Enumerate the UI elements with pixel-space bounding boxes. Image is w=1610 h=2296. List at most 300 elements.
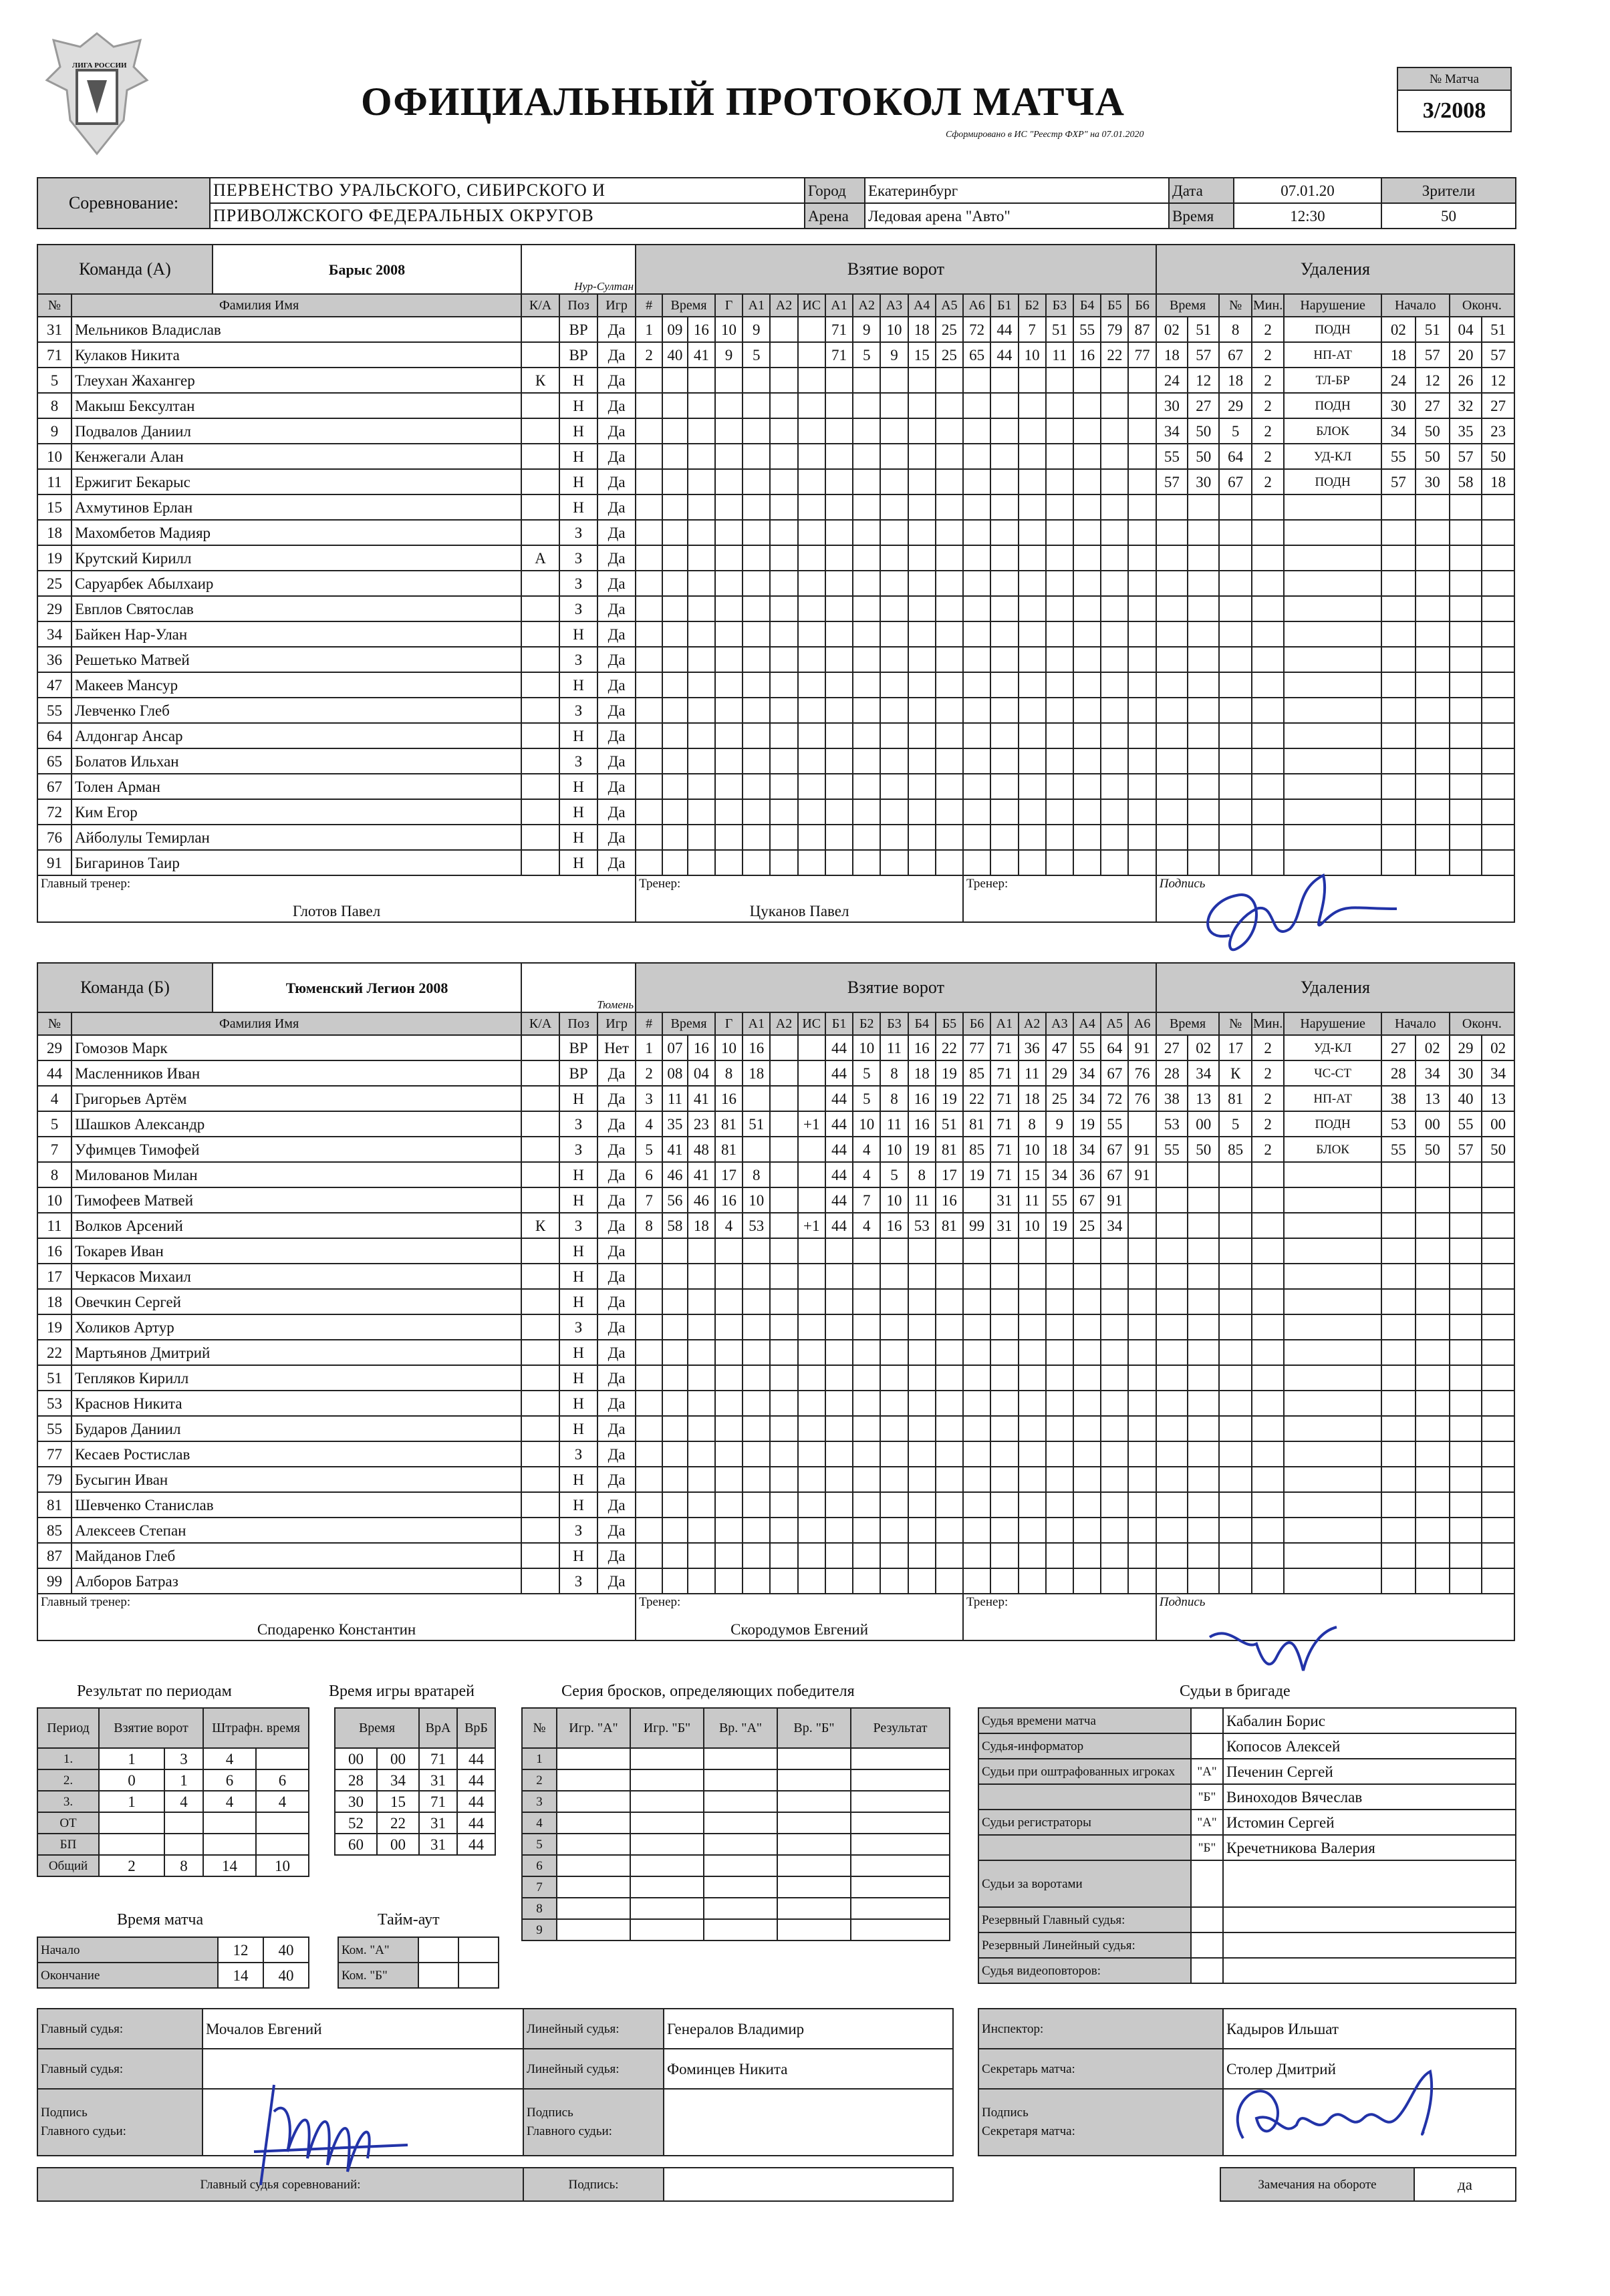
goal-cell	[853, 1340, 880, 1365]
goal-cell	[1019, 1543, 1046, 1568]
penalty-cell	[1284, 799, 1381, 825]
goal-cell: 16	[908, 1035, 936, 1060]
goal-cell	[1046, 672, 1073, 698]
goal-cell	[990, 1289, 1018, 1314]
player-position: Н	[559, 444, 597, 469]
player-played: Да	[597, 825, 636, 850]
goal-cell: 31	[990, 1187, 1018, 1213]
player-played: Да	[597, 1060, 636, 1086]
goal-cell	[743, 494, 770, 520]
referee-role	[978, 1784, 1191, 1810]
penalty-cell: 13	[1482, 1086, 1514, 1111]
player-number: 15	[37, 494, 72, 520]
trainer2-label: Тренер:	[966, 877, 1009, 891]
goal-cell	[770, 1314, 797, 1340]
goal-cell	[880, 698, 908, 723]
team-label: Команда (Б)	[80, 978, 170, 997]
player-captain	[521, 621, 559, 647]
goal-cell	[715, 748, 743, 774]
goal-cell	[1019, 672, 1046, 698]
player-played: Да	[597, 1213, 636, 1238]
goal-cell	[743, 1340, 770, 1365]
goal-cell	[1073, 621, 1101, 647]
penalty-cell	[1450, 621, 1482, 647]
shootout-cell	[777, 1898, 851, 1919]
player-played: Да	[597, 1416, 636, 1441]
penalty-cell	[1188, 698, 1219, 723]
shootout-row	[522, 1769, 950, 1791]
player-row	[37, 1543, 1514, 1568]
penalty-cell	[1188, 825, 1219, 850]
goal-cell	[1019, 596, 1046, 621]
teamA-coach-cell	[37, 875, 636, 922]
penalty-cell: 50	[1482, 444, 1514, 469]
penalty-cell	[1416, 774, 1450, 799]
penalty-cell	[1482, 1365, 1514, 1391]
period-cell: Общий	[37, 1855, 99, 1876]
shootout-header: Вр. "А"	[704, 1708, 777, 1748]
goal-cell	[825, 520, 853, 545]
head-coach-label: Главный тренер:	[41, 877, 131, 891]
teamA-h-onice: А1	[825, 294, 853, 317]
penalty-cell	[1188, 571, 1219, 596]
penalty-cell	[1482, 723, 1514, 748]
goal-cell	[743, 774, 770, 799]
goal-cell	[853, 1492, 880, 1518]
penalty-cell	[1381, 1340, 1416, 1365]
goal-cell	[853, 1264, 880, 1289]
shootout-num: 1	[522, 1748, 557, 1769]
penalty-cell	[1450, 494, 1482, 520]
penalty-cell	[1482, 520, 1514, 545]
player-row	[37, 1391, 1514, 1416]
player-number: 18	[37, 520, 72, 545]
player-position: Н	[559, 1162, 597, 1187]
penalty-cell	[1156, 672, 1188, 698]
goal-cell	[688, 444, 715, 469]
goal-cell	[636, 1314, 662, 1340]
goal-cell	[798, 1289, 825, 1314]
goal-cell	[908, 1365, 936, 1391]
goal-cell	[825, 621, 853, 647]
penalty-cell	[1156, 596, 1188, 621]
penalty-cell	[1450, 1391, 1482, 1416]
goal-cell: 9	[743, 317, 770, 342]
player-name: Бударов Даниил	[72, 1416, 521, 1441]
penalty-cell: 2	[1252, 1060, 1285, 1086]
goal-cell	[990, 1416, 1018, 1441]
period-cell	[256, 1834, 309, 1855]
sign-label: Подпись:	[523, 2168, 664, 2201]
team-b-signature	[1203, 1617, 1350, 1691]
penalty-cell	[1482, 1492, 1514, 1518]
goal-cell	[825, 1340, 853, 1365]
penalty-cell	[1219, 1518, 1252, 1543]
goal-cell	[825, 672, 853, 698]
teamA-h-name: Фамилия Имя	[72, 294, 521, 317]
player-number: 71	[37, 342, 72, 368]
goal-cell	[1019, 647, 1046, 672]
player-played: Да	[597, 1518, 636, 1543]
goal-cell	[770, 342, 797, 368]
player-captain: К	[521, 1213, 559, 1238]
goal-cell: 5	[743, 342, 770, 368]
goal-cell: 44	[825, 1111, 853, 1137]
penalty-cell	[1252, 1238, 1285, 1264]
player-number: 55	[37, 698, 72, 723]
goal-cell: 07	[662, 1035, 688, 1060]
goal-cell	[880, 1518, 908, 1543]
goal-cell	[743, 825, 770, 850]
goal-cell	[825, 698, 853, 723]
player-position: Н	[559, 1543, 597, 1568]
penalty-cell	[1156, 545, 1188, 571]
goal-cell: 18	[908, 1060, 936, 1086]
goal-cell	[1046, 520, 1073, 545]
player-position: Н	[559, 1340, 597, 1365]
penalty-cell: 34	[1156, 418, 1188, 444]
goal-cell	[743, 1365, 770, 1391]
gk-row	[335, 1834, 495, 1855]
goal-cell	[990, 418, 1018, 444]
player-name: Кесаев Ростислав	[72, 1441, 521, 1467]
goal-cell	[662, 469, 688, 494]
goal-cell	[963, 698, 990, 723]
goal-cell	[688, 368, 715, 393]
penalty-cell: 34	[1482, 1060, 1514, 1086]
penalty-cell: 18	[1482, 469, 1514, 494]
goal-cell	[798, 520, 825, 545]
penalty-cell: 51	[1188, 317, 1219, 342]
competition-label: Соревнование:	[37, 178, 210, 229]
penalty-cell	[1482, 1340, 1514, 1365]
goal-cell	[936, 774, 963, 799]
goalie-time-table	[334, 1707, 496, 1856]
penalty-cell: 51	[1416, 317, 1450, 342]
time: 12:30	[1234, 203, 1381, 229]
penalty-cell: 00	[1416, 1111, 1450, 1137]
player-played: Да	[597, 571, 636, 596]
penalty-cell	[1416, 698, 1450, 723]
goal-cell	[770, 621, 797, 647]
goal-cell	[1073, 520, 1101, 545]
shootout-cell	[851, 1791, 950, 1812]
goal-cell: 53	[908, 1213, 936, 1238]
player-played: Да	[597, 850, 636, 875]
goal-cell	[908, 1441, 936, 1467]
period-cell: 3	[164, 1748, 203, 1769]
teamB-pens-title: Удаления	[1156, 963, 1514, 1012]
player-name: Левченко Глеб	[72, 698, 521, 723]
teamB-h-onice: А3	[1046, 1012, 1073, 1035]
penalty-cell: 18	[1381, 342, 1416, 368]
goal-cell	[825, 774, 853, 799]
goal-cell	[798, 317, 825, 342]
goal-cell	[636, 850, 662, 875]
goal-cell	[662, 647, 688, 672]
player-name: Алборов Батраз	[72, 1568, 521, 1594]
teamB-city-cell	[521, 963, 636, 1012]
penalty-cell: 24	[1156, 368, 1188, 393]
goal-cell	[1128, 1365, 1156, 1391]
goal-cell: 29	[1046, 1060, 1073, 1086]
goal-cell	[853, 1518, 880, 1543]
goal-cell	[963, 621, 990, 647]
goal-cell	[743, 647, 770, 672]
goal-cell	[825, 1416, 853, 1441]
period-cell: 4	[203, 1748, 256, 1769]
penalty-cell	[1482, 1187, 1514, 1213]
goal-cell: 8	[1019, 1111, 1046, 1137]
goal-cell	[908, 647, 936, 672]
shootout-cell	[630, 1812, 704, 1834]
goal-cell	[743, 1264, 770, 1289]
shootout-cell	[851, 1834, 950, 1855]
goal-cell	[825, 1492, 853, 1518]
player-row	[37, 469, 1514, 494]
penalty-cell: ТЛ-БР	[1284, 368, 1381, 393]
player-number: 8	[37, 393, 72, 418]
goal-cell: 10	[880, 1137, 908, 1162]
player-row	[37, 1365, 1514, 1391]
goal-cell: 31	[990, 1213, 1018, 1238]
goal-cell	[963, 1391, 990, 1416]
goal-cell	[636, 393, 662, 418]
goal-cell	[1128, 596, 1156, 621]
goal-cell: 85	[963, 1060, 990, 1086]
goal-cell	[1128, 571, 1156, 596]
goal-cell	[1101, 1543, 1128, 1568]
goal-cell	[688, 850, 715, 875]
goal-cell	[990, 393, 1018, 418]
main-referee-signature	[247, 2071, 421, 2198]
penalty-cell	[1156, 748, 1188, 774]
teamA-trainer2-cell	[963, 875, 1156, 922]
match-start-hour: 12	[218, 1937, 263, 1963]
player-row	[37, 672, 1514, 698]
penalty-cell	[1219, 1416, 1252, 1441]
goal-cell	[936, 1365, 963, 1391]
goal-cell	[1046, 1365, 1073, 1391]
teamB-h-play: Игр	[597, 1012, 636, 1035]
penalty-cell	[1188, 1340, 1219, 1365]
penalty-cell	[1156, 1340, 1188, 1365]
goal-cell	[1128, 799, 1156, 825]
penalty-cell	[1482, 1543, 1514, 1568]
player-played: Да	[597, 1492, 636, 1518]
shootout-cell	[704, 1898, 777, 1919]
goal-cell: 5	[880, 1162, 908, 1187]
shootout-cell	[557, 1898, 630, 1919]
goal-cell	[1101, 1238, 1128, 1264]
goal-cell	[715, 647, 743, 672]
teamB-h-onice: А2	[1019, 1012, 1046, 1035]
goal-cell: 51	[936, 1111, 963, 1137]
teamB-h-onice: Б2	[853, 1012, 880, 1035]
penalty-cell	[1450, 1289, 1482, 1314]
goal-cell: 41	[688, 1086, 715, 1111]
goal-cell	[715, 571, 743, 596]
player-name: Махомбетов Мадияр	[72, 520, 521, 545]
goal-cell	[853, 1441, 880, 1467]
shootout-cell	[704, 1855, 777, 1876]
goal-cell	[662, 1467, 688, 1492]
goal-cell	[798, 1492, 825, 1518]
goal-cell	[1128, 368, 1156, 393]
shootout-header: Вр. "Б"	[777, 1708, 851, 1748]
shootout-cell	[704, 1834, 777, 1855]
pim-header: Штрафн. время	[203, 1708, 309, 1748]
penalty-cell	[1450, 799, 1482, 825]
goal-cell	[662, 621, 688, 647]
goal-cell	[662, 748, 688, 774]
penalty-cell	[1450, 1365, 1482, 1391]
penalty-cell	[1482, 647, 1514, 672]
player-captain	[521, 774, 559, 799]
goal-cell: 1	[636, 317, 662, 342]
goal-cell	[936, 723, 963, 748]
goal-cell	[1128, 748, 1156, 774]
goal-cell: 18	[743, 1060, 770, 1086]
player-played: Да	[597, 1568, 636, 1594]
penalty-cell	[1284, 520, 1381, 545]
shootout-cell	[630, 1769, 704, 1791]
goal-cell	[963, 672, 990, 698]
goal-cell	[743, 469, 770, 494]
period-cell: 8	[164, 1855, 203, 1876]
goal-cell: 81	[936, 1213, 963, 1238]
goal-cell	[936, 1391, 963, 1416]
goal-cell	[715, 520, 743, 545]
goal-cell: 4	[636, 1111, 662, 1137]
goal-cell: 22	[963, 1086, 990, 1111]
gk-cell: 15	[377, 1791, 419, 1812]
goal-cell	[1019, 393, 1046, 418]
goal-cell	[743, 596, 770, 621]
penalty-cell	[1156, 825, 1188, 850]
period-cell	[203, 1812, 256, 1834]
period-cell: 6	[256, 1769, 309, 1791]
goal-cell	[963, 418, 990, 444]
goal-cell: 4	[853, 1213, 880, 1238]
penalty-cell	[1156, 1162, 1188, 1187]
goal-cell	[936, 748, 963, 774]
goal-cell	[880, 596, 908, 621]
goal-cell	[1019, 1365, 1046, 1391]
arena: Ледовая арена "Авто"	[865, 203, 1169, 229]
player-name: Подвалов Даниил	[72, 418, 521, 444]
penalty-cell	[1381, 723, 1416, 748]
goal-cell: 67	[1101, 1060, 1128, 1086]
referee-name: Кабалин Борис	[1223, 1708, 1516, 1733]
goal-cell	[1128, 545, 1156, 571]
goal-cell	[636, 1340, 662, 1365]
goal-cell: 71	[990, 1137, 1018, 1162]
goal-cell	[853, 444, 880, 469]
shootout-header: Результат	[851, 1708, 950, 1748]
teamA-h-onice: А2	[853, 294, 880, 317]
goal-cell: 11	[908, 1187, 936, 1213]
shootout-row	[522, 1919, 950, 1941]
shootout-cell	[630, 1791, 704, 1812]
shootout-cell	[777, 1834, 851, 1855]
player-played: Да	[597, 1137, 636, 1162]
penalty-cell: 2	[1252, 368, 1285, 393]
goal-cell	[688, 1238, 715, 1264]
penalty-cell	[1482, 571, 1514, 596]
competition-ref-label: Главный судья соревнований:	[37, 2168, 523, 2201]
penalty-cell	[1188, 1467, 1219, 1492]
goal-cell	[1128, 774, 1156, 799]
player-position: З	[559, 1137, 597, 1162]
referee-role: Резервный Главный судья:	[978, 1907, 1191, 1932]
player-played: Да	[597, 698, 636, 723]
player-number: 16	[37, 1238, 72, 1264]
goal-cell	[1101, 799, 1128, 825]
goal-cell	[880, 1365, 908, 1391]
penalty-cell	[1219, 698, 1252, 723]
goal-cell	[1073, 1441, 1101, 1467]
penalty-cell: 2	[1252, 418, 1285, 444]
penalty-cell	[1381, 1391, 1416, 1416]
goal-cell	[688, 520, 715, 545]
penalty-cell: 18	[1156, 342, 1188, 368]
goal-cell	[1101, 647, 1128, 672]
player-captain	[521, 1543, 559, 1568]
player-row	[37, 545, 1514, 571]
goal-cell	[715, 596, 743, 621]
penalty-cell	[1156, 1213, 1188, 1238]
shootout-cell	[630, 1748, 704, 1769]
penalty-cell	[1252, 571, 1285, 596]
goal-cell	[1046, 1416, 1073, 1441]
referee-role: Судья времени матча	[978, 1708, 1191, 1733]
player-row	[37, 621, 1514, 647]
goal-cell	[880, 748, 908, 774]
goal-cell	[743, 672, 770, 698]
goal-cell	[908, 1314, 936, 1340]
player-position: Н	[559, 1289, 597, 1314]
city: Екатеринбург	[865, 178, 1169, 203]
player-row	[37, 748, 1514, 774]
player-position: Н	[559, 723, 597, 748]
goal-cell	[908, 850, 936, 875]
goal-cell	[688, 596, 715, 621]
goal-cell	[990, 1264, 1018, 1289]
penalty-cell	[1219, 1543, 1252, 1568]
goal-cell	[688, 469, 715, 494]
goal-cell	[990, 672, 1018, 698]
player-name: Тлеухан Жахангер	[72, 368, 521, 393]
penalty-cell: 02	[1416, 1035, 1450, 1060]
goal-cell	[743, 1314, 770, 1340]
goal-cell	[798, 1264, 825, 1289]
goal-cell: 18	[1019, 1086, 1046, 1111]
goal-cell	[770, 571, 797, 596]
penalty-cell: 2	[1252, 469, 1285, 494]
player-played: Да	[597, 672, 636, 698]
penalty-cell: 12	[1482, 368, 1514, 393]
goal-cell	[963, 723, 990, 748]
penalty-cell	[1284, 1340, 1381, 1365]
shootout-num: 8	[522, 1898, 557, 1919]
player-captain	[521, 444, 559, 469]
penalty-cell	[1188, 621, 1219, 647]
teamB-h-gtime: Время	[662, 1012, 715, 1035]
goal-cell	[825, 418, 853, 444]
player-captain	[521, 1264, 559, 1289]
player-number: 44	[37, 1060, 72, 1086]
